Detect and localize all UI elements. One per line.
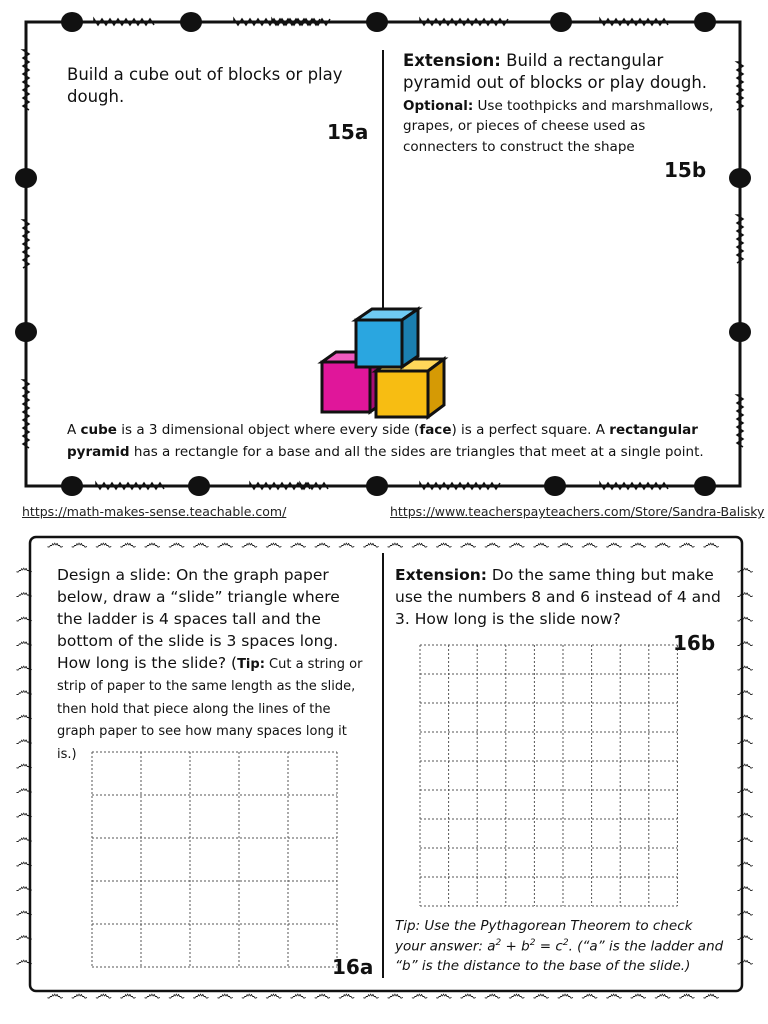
curl-border: ෴ (508, 533, 526, 554)
curl-border: ෴ (556, 533, 574, 554)
curl-border: ෴ (265, 533, 283, 554)
curl-border: ෴ (736, 852, 754, 873)
curl-border: ෴ (15, 754, 33, 775)
curl-border: ෴ (313, 984, 331, 1005)
curl-border: ෴ (736, 925, 754, 947)
curl-border: ෴ (167, 533, 186, 554)
curl-border: ෴ (605, 533, 623, 554)
curl-border: ෴ (362, 984, 380, 1005)
curl-border: ෴ (15, 778, 33, 800)
eq-exp: 2 (562, 937, 569, 948)
curl-border: ෴ (143, 984, 161, 1005)
curl-border: ෴ (678, 533, 696, 554)
def-term-pyramid: rectangular pyramid (67, 422, 698, 460)
curl-border: ෴ (15, 925, 33, 947)
curl-border: ෴ (483, 984, 501, 1005)
curl-border: ෴ (459, 984, 477, 1005)
def-part: A (67, 422, 81, 438)
curl-border: ෴ (15, 558, 33, 579)
extension-label: Extension: (395, 566, 487, 584)
curl-border: ෴ (736, 558, 754, 579)
link-teachable[interactable]: https://math-makes-sense.teachable.com/ (22, 504, 287, 519)
slide-task-text (57, 564, 367, 764)
def-part: ) is a perfect square. A (451, 422, 610, 438)
curl-border: ෴ (483, 533, 501, 554)
curl-border: ෴ (338, 533, 356, 554)
curl-border: ෴ (15, 852, 33, 873)
optional-body: Use toothpicks and marshmallows, grapes, or pieces of cheese used as connecters to construct the shape (403, 98, 714, 155)
curl-border: ෴ (653, 984, 672, 1005)
curl-border: ෴ (736, 607, 754, 628)
curl-border: ෴ (95, 984, 113, 1005)
curl-border: ෴ (410, 984, 429, 1005)
curl-border: ෴ (216, 533, 234, 554)
curl-border: ෴ (240, 533, 258, 554)
curl-border: ෴ (532, 984, 550, 1005)
curl-border: ෴ (702, 984, 720, 1005)
curl-border: ෴ (508, 984, 526, 1005)
curl-border: ෴ (313, 533, 331, 554)
curl-border: ෴ (736, 729, 754, 751)
card-code-16a: 16a (332, 955, 374, 979)
eq-c: c (555, 938, 563, 955)
eq-a: a (487, 938, 496, 955)
extension-body: Build a rectangular pyramid out of blocks or play dough. (403, 51, 708, 92)
link-tpt-store[interactable]: https://www.teacherspayteachers.com/Store/Sandra-Balisky (390, 504, 765, 519)
tip-body: Cut a string or strip of paper to the same length as the slide, then hold that piece along the lines of the graph paper to see how many spaces long it is.) (57, 657, 363, 762)
curl-border: ෴ (95, 533, 113, 554)
curl-border: ෴ (15, 631, 33, 653)
tip-label: Tip: (237, 657, 265, 672)
curl-border: ෴ (736, 754, 754, 775)
curl-border: ෴ (15, 705, 33, 726)
curl-border: ෴ (46, 984, 64, 1005)
curl-border: ෴ (240, 984, 258, 1005)
curl-border: ෴ (15, 827, 33, 849)
optional-label: Optional: (403, 98, 474, 114)
curl-border: ෴ (629, 533, 647, 554)
card-code-15b: 15b (664, 158, 707, 182)
curl-border: ෴ (46, 533, 64, 554)
curl-border: ෴ (678, 984, 696, 1005)
curl-border: ෴ (435, 984, 453, 1005)
extension-16b-text (395, 564, 725, 630)
curl-border: ෴ (736, 631, 754, 653)
curl-border: ෴ (386, 533, 404, 554)
card-code-16b: 16b (673, 631, 716, 655)
def-term-face: face (419, 422, 452, 438)
slide-task-body: Design a slide: On the graph paper below, draw a “slide” triangle where the ladder is 4 spaces tall and the bottom of the slide is 3 spaces long. How long is the slide? ( (57, 566, 340, 672)
curl-border: ෴ (289, 984, 307, 1005)
def-term-cube: cube (80, 422, 117, 438)
curl-border: ෴ (556, 984, 574, 1005)
curl-border: ෴ (459, 533, 477, 554)
curl-border: ෴ (435, 533, 453, 554)
curl-border: ෴ (736, 582, 754, 604)
curl-border: ෴ (338, 984, 356, 1005)
curl-border: ෴ (629, 984, 647, 1005)
curl-border: ෴ (736, 901, 754, 922)
pythagorean-tip (395, 917, 725, 976)
eq-b: b (521, 938, 530, 955)
curl-border: ෴ (15, 901, 33, 922)
curl-border: ෴ (15, 656, 33, 677)
curl-border: ෴ (702, 533, 720, 554)
curl-border: ෴ (289, 533, 307, 554)
curl-border: ෴ (736, 950, 754, 971)
curl-border: ෴ (119, 984, 137, 1005)
curl-border: ෴ (736, 876, 754, 898)
curl-border: ෴ (736, 803, 754, 824)
curl-border: ෴ (192, 984, 210, 1005)
tip-part: Tip: Use the Pythagorean Theorem to check your answer: (395, 918, 693, 955)
curl-border: ෴ (605, 984, 623, 1005)
curl-border: ෴ (736, 827, 754, 849)
curl-border: ෴ (167, 984, 186, 1005)
def-part: is a 3 dimensional object where every side ( (116, 422, 420, 438)
curl-border: ෴ (581, 533, 599, 554)
extension-label: Extension: (403, 51, 501, 70)
curl-border: ෴ (15, 950, 33, 971)
curl-border: ෴ (265, 984, 283, 1005)
cube-task-text: Build a cube out of blocks or play dough. (67, 65, 343, 106)
curl-border: ෴ (386, 984, 404, 1005)
curl-border: ෴ (70, 984, 88, 1005)
tip-part: . (“a” is the ladder and “b” is the distance to the base of the slide.) (395, 938, 724, 974)
curl-border: ෴ (15, 876, 33, 898)
curl-border: ෴ (410, 533, 429, 554)
def-part: has a rectangle for a base and all the sides are triangles that meet at a single point. (129, 443, 704, 460)
card-code-15a: 15a (327, 120, 369, 144)
eq-op: + (501, 938, 522, 955)
curl-border: ෴ (736, 705, 754, 726)
curl-border: ෴ (532, 533, 550, 554)
extension-body: Do the same thing but make use the numbers 8 and 6 instead of 4 and 3. How long is the slide now? (395, 566, 721, 628)
curl-border: ෴ (736, 680, 754, 702)
curl-border: ෴ (192, 533, 210, 554)
eq-exp: 2 (529, 937, 536, 948)
curl-border: ෴ (70, 533, 88, 554)
curl-border: ෴ (15, 582, 33, 604)
curl-border: ෴ (736, 778, 754, 800)
curl-border: ෴ (736, 656, 754, 677)
eq-op: = (535, 938, 556, 955)
curl-border: ෴ (216, 984, 234, 1005)
eq-exp: 2 (495, 937, 502, 948)
curl-border: ෴ (15, 803, 33, 824)
curl-border: ෴ (15, 729, 33, 751)
curl-border: ෴ (653, 533, 672, 554)
curl-border: ෴ (143, 533, 161, 554)
graph-paper-16a (92, 752, 337, 967)
curl-border: ෴ (15, 607, 33, 628)
graph-paper-16b (420, 645, 677, 906)
curl-border: ෴ (581, 984, 599, 1005)
curl-border: ෴ (119, 533, 137, 554)
curl-border: ෴ (15, 680, 33, 702)
curl-border: ෴ (362, 533, 380, 554)
